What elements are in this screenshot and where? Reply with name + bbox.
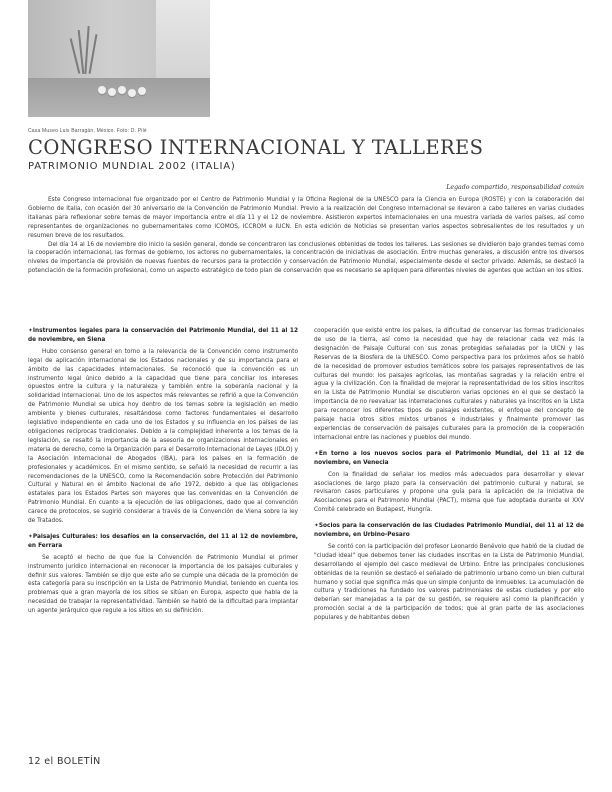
photo-sphere: [118, 86, 126, 94]
intro: [28, 196, 584, 276]
photo-sphere: [128, 89, 136, 97]
photo-sphere: [138, 87, 146, 95]
page-subtitle: PATRIMONIO MUNDIAL 2002 (ITALIA): [28, 161, 236, 172]
photo-sphere: [98, 86, 106, 94]
photo-floor: [28, 78, 210, 117]
section-paragraph: Hubo consenso general en torno a la relevancia de la Convención como instrumento legal de aplicación internacional de los Estados nacionales y de su importancia para el ámbito de las capacidades internacionales. Se reconoció que la convención es un instrumento legal único debido a la capacidad que tiene para conciliar los intereses opuestos entre la cultura y la naturaleza y también entre la soberanía nacional y la solidaridad internacional. Uno de los aspectos más relevantes se refirió a que la Convención de Patrimonio Mundial se ubica hoy dentro de los temas sobre la legislación en medio ambiente y bienes culturales, resaltándose como factores fundamentales el desarrollo legislativo independiente en cada uno de los Estados y su influencia en los países de las obligaciones recíprocas tradicionales. Debido a la complejidad inherente a los temas de la legislación, se resaltó la importancia de la asesoría de organizaciones internacionales en materia de derecho, como la Organización para el Desarrollo Internacional de Leyes (IDLO) y la Asociación Internacional de Abogados (IBA), para los países en la formación de profesionales y académicos. En el mismo sentido, se señaló la necesidad de recurrir a las recomendaciones de la UNESCO, como la Recomendación sobre Protección del Patrimonio Cultural y Natural en el ámbito Nacional de año 1972, debido a que las obligaciones estatales para los Estados Partes son mayores que las convenidas en la Convención de Patrimonio Mundial. En cuanto a la ejecución de las obligaciones, dado que al convención carece de protocolos, se sugirió considerar a través de la Convención de Viena sobre la ley de Tratados.: [28, 348, 298, 525]
photo-sphere: [108, 88, 116, 96]
photo-opening: [156, 0, 210, 78]
intro-paragraph: Este Congreso Internacional fue organizado por el Centro de Patrimonio Mundial y la Oficina Regional de la UNESCO para la Ciencia en Europa (ROSTE) y con la colaboración del Gobierno de Italia, con ocasión del 30 aniversario de la Convención de Patrimonio Mundial. Previo a la realización del Congreso Internacional se llevaron a cabo talleres en varias ciudades italianas para reflexionar sobre temas de mayor importancia entre el día 11 y el 12 de noviembre. Asistieron expertos internacionales en una muestra variada de varios países, así como representantes de organizaciones no gubernamentales como ICOMOS, ICCROM e IUCN. En esta edición de Noticias se presentan varios aspectos sobresalientes de los resultados y un resumen breve de los resultados.: [28, 197, 584, 239]
page-title: CONGRESO INTERNACIONAL Y TALLERES: [28, 136, 484, 159]
column-right: [314, 327, 584, 626]
section-heading: ✦ Paisajes Culturales: los desafíos en la conservación, del 11 al 12 de noviembre, en Ferrara: [28, 533, 298, 551]
intro-paragraph: Del día 14 al 16 de noviembre dio inicio la sesión general, donde se concentraron las conclusiones obtenidas de todos los talleres. Las sesiones se dividieron bajo grandes temas como la cooperación internacional, las formas de gobierno, los actores no gubernamentales, la concentración de iniciativas de asociación. Entre muchas generales, a discusión entre los diversos niveles de importancia de provisión de nuevas fuentes de recursos para la protección y conservación de Patrimonio Mundial, especialmente desde el sector privado. Además, se destacó la potenciación de la formación profesional, como un aspecto estratégico de todo plan de conservación que es necesario se apliquen para diferentes niveles de agentes que actúan en los sitios.: [28, 241, 584, 275]
tagline: Legado compartido, responsabilidad común: [446, 184, 584, 191]
photo-caption: Casa Museo Luis Barragán, México. Foto: D. Pilé: [28, 128, 147, 134]
section-heading: ✦ En torno a los nuevos socios para el Patrimonio Mundial, del 11 al 12 de noviembre, en Venecia: [314, 450, 584, 468]
museum-photo: [28, 0, 210, 117]
continuation-paragraph: cooperación que existe entre los países, la dificultad de conservar las formas tradicionales de uso de la tierra, así como la necesidad que hay de relacionar cada vez más la designación de Paisaje Cultural con sus zonas protegidas señaladas por la UICN y las Reservas de la Biosfera de la UNESCO. Como perspectiva para los próximos años se habló de la necesidad de promover estudios temáticos sobre los paisajes representativos de las culturas del mundo: los paisajes agrícolas, las montañas sagradas y la relación entre el agua y la civilización. Con la finalidad de mejorar la representatividad de los sitios inscritos en la Lista de Patrimonio Mundial se discutieron varias opciones en el que se destacó la importancia de no reevaluar las interrelaciones culturales y naturales ya inscritos en la Lista para reconocer los diferentes tipos de paisajes existentes, el enfoque del concepto de paisaje hacia otros sitios mixtos urbanos e industriales y finalmente promover las experiencias de conservación de paisajes culturales para la promoción de la cooperación internacional entre las naciones y pueblos del mundo.: [314, 328, 584, 441]
section-heading: ✦ Instrumentos legales para la conservación del Patrimonio Mundial, del 11 al 12 de noviembre, en Siena: [28, 327, 298, 345]
column-left: [28, 327, 298, 619]
page-footer: 12 el BOLETÍN: [28, 756, 101, 767]
section-paragraph: Con la finalidad de señalar los medios más adecuados para desarrollar y elevar asociaciones de largo plazo para la conservación del patrimonio cultural y natural, se revisaron casos particulares y propone una guía para la aplicación de la iniciativa de Asociaciones para el Patrimonio Mundial (PACT), misma que fue adoptada durante el XXV Comité celebrado en Budapest, Hungría.: [314, 471, 584, 514]
section-paragraph: Se contó con la participación del profesor Leonardo Benévolo que habló de la ciudad de "ciudad ideal" que debemos tener las ciudades inscritas en la Lista de Patrimonio Mundial, desarrollando el ejemplo del casco medieval de Urbino. Entre las principales conclusiones obtenidas de la reunión se destacó el señalado de patrimonio urbano como un bien cultural humano y social que significa más que un simple conjunto de inmuebles. La acumulación de cultura y tradiciones ha fundado los valores patrimoniales de estas ciudades y por ello deberían ser manejadas a la par de su gestión, se requiere así como la planificación y promoción social a de la participación de todos; que al gran parte de las asociaciones populares y de habitantes deben: [314, 543, 584, 622]
section-heading: ✦ Socios para la conservación de las Ciudades Patrimonio Mundial, del 11 al 12 de noviembre, en Urbino-Pesaro: [314, 522, 584, 540]
section-paragraph: Se aceptó el hecho de que fue la Convención de Patrimonio Mundial el primer instrumento jurídico internacional en reconocer la importancia de los paisajes culturales y definir sus valores. También se dijo que este año se cumple una década de la promoción de esta categoría para su inscripción en la Lista de Patrimonio Mundial, teniendo en cuenta los problemas que a gran mayoría de los sitios se sitúan en Europa, aspecto que habla de la necesidad de trabajar la representatividad. También se habló de la dificultad para implantar un agente jerárquico que regule a los sitios en su definición.: [28, 554, 298, 615]
